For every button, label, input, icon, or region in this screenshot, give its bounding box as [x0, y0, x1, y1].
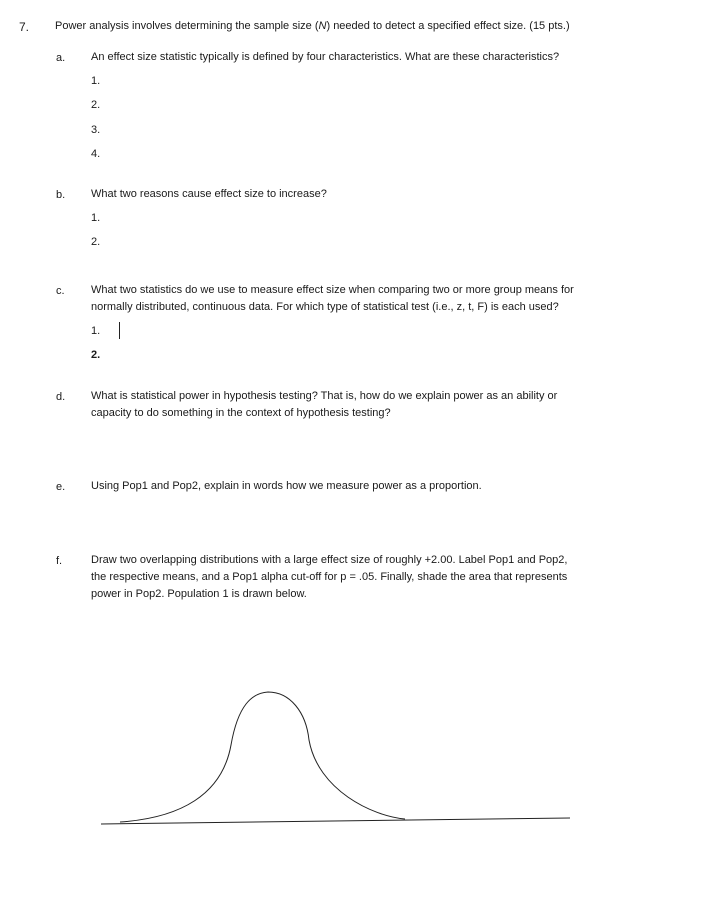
question-number: 7. — [19, 20, 30, 34]
part-a-item-4: 4. — [91, 148, 101, 160]
part-f-letter: f. — [56, 555, 63, 567]
part-a-prompt: An effect size statistic typically is defined by four characteristics. What are these characteristics? — [91, 51, 560, 63]
part-a-item-1: 1. — [91, 75, 101, 87]
part-c-letter: c. — [56, 285, 65, 297]
part-c-prompt-line2: normally distributed, continuous data. For which type of statistical test (i.e., z, t, F) is each used? — [91, 301, 559, 313]
part-f-prompt-line3: power in Pop2. Population 1 is drawn below. — [91, 588, 307, 600]
part-b-item-1: 1. — [91, 212, 101, 224]
part-c-item-2: 2. — [91, 349, 101, 361]
population-1-curve — [120, 692, 405, 822]
question-text-italic: N — [318, 20, 327, 32]
part-b-letter: b. — [56, 189, 66, 201]
question-text-part2: ) needed to detect a specified effect size. (15 pts.) — [326, 20, 570, 32]
part-c-item-1[interactable]: 1. — [91, 325, 101, 337]
part-d-letter: d. — [56, 391, 66, 403]
part-b-item-2: 2. — [91, 236, 101, 248]
question-text-part1: Power analysis involves determining the sample size ( — [55, 20, 319, 32]
part-f-prompt-line1: Draw two overlapping distributions with a large effect size of roughly +2.00. Label Pop1 and Pop2, — [91, 554, 568, 566]
part-a-item-3: 3. — [91, 124, 101, 136]
part-b-prompt: What two reasons cause effect size to increase? — [91, 188, 327, 200]
part-a-letter: a. — [56, 52, 66, 64]
part-c-prompt-line1: What two statistics do we use to measure effect size when comparing two or more group means for — [91, 284, 574, 296]
baseline-axis — [101, 818, 570, 824]
part-f-prompt-line2: the respective means, and a Pop1 alpha cut-off for p = .05. Finally, shade the area that represents — [91, 571, 568, 583]
part-d-prompt-line1: What is statistical power in hypothesis testing? That is, how do we explain power as an ability or — [91, 390, 558, 402]
part-e-letter: e. — [56, 481, 66, 493]
part-e-prompt: Using Pop1 and Pop2, explain in words how we measure power as a proportion. — [91, 480, 482, 492]
part-d-prompt-line2: capacity to do something in the context of hypothesis testing? — [91, 407, 391, 419]
part-a-item-2: 2. — [91, 99, 101, 111]
